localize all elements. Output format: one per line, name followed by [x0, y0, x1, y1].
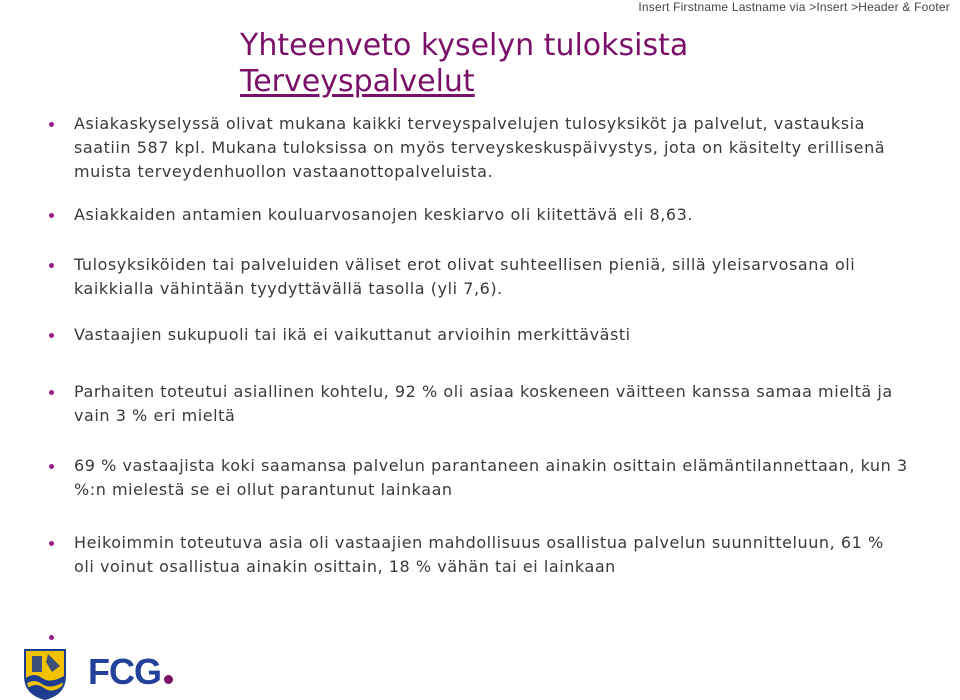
bullet-item: Asiakaskyselyssä olivat mukana kaikki terveyspalvelujen tulosyksiköt ja palvelut, vastauksia saatiin 587 kpl. Mukana tuloksissa on myös terveyskeskuspäivystys, jota on käsitelty erillisenä muista terveydenhuollon vastaanottopalveluista.	[48, 112, 908, 184]
bullet-item: Asiakkaiden antamien kouluarvosanojen keskiarvo oli kiitettävä eli 8,63.	[48, 203, 908, 227]
bullet-item: Vastaajien sukupuoli tai ikä ei vaikuttanut arvioihin merkittävästi	[48, 323, 908, 347]
header-footer-note: Insert Firstname Lastname via >Insert >Header & Footer	[638, 0, 950, 14]
bullet-item: 69 % vastaajista koki saamansa palvelun parantaneen ainakin osittain elämäntilannettaan, kun 3 %:n mielestä se ei ollut parantunut lainkaan	[48, 454, 908, 502]
fcg-logo	[88, 652, 173, 692]
page-title	[240, 28, 688, 100]
logo-dot-icon	[164, 675, 173, 684]
bullet-item: Heikoimmin toteutuva asia oli vastaajien mahdollisuus osallistua palvelun suunnitteluun, 61 % oli voinut osallistua ainakin osittain, 18 % vähän tai ei lainkaan	[48, 531, 908, 579]
summary-bullet-list	[48, 112, 908, 579]
fcg-logo-text: FCG	[88, 651, 161, 692]
title-line-2: Terveyspalvelut	[240, 64, 475, 99]
title-line-1: Yhteenveto kyselyn tuloksista	[240, 28, 689, 63]
municipal-crest-icon	[22, 648, 68, 700]
bullet-item: Tulosyksiköiden tai palveluiden väliset erot olivat suhteellisen pieniä, sillä yleisarvosana oli kaikkialla vähintään tyydyttävällä tasolla (yli 7,6).	[48, 253, 908, 301]
bullet-item: Parhaiten toteutui asiallinen kohtelu, 92 % oli asiaa koskeneen väitteen kanssa samaa mieltä ja vain 3 % eri mieltä	[48, 380, 908, 428]
empty-bullet-marker	[49, 635, 54, 640]
